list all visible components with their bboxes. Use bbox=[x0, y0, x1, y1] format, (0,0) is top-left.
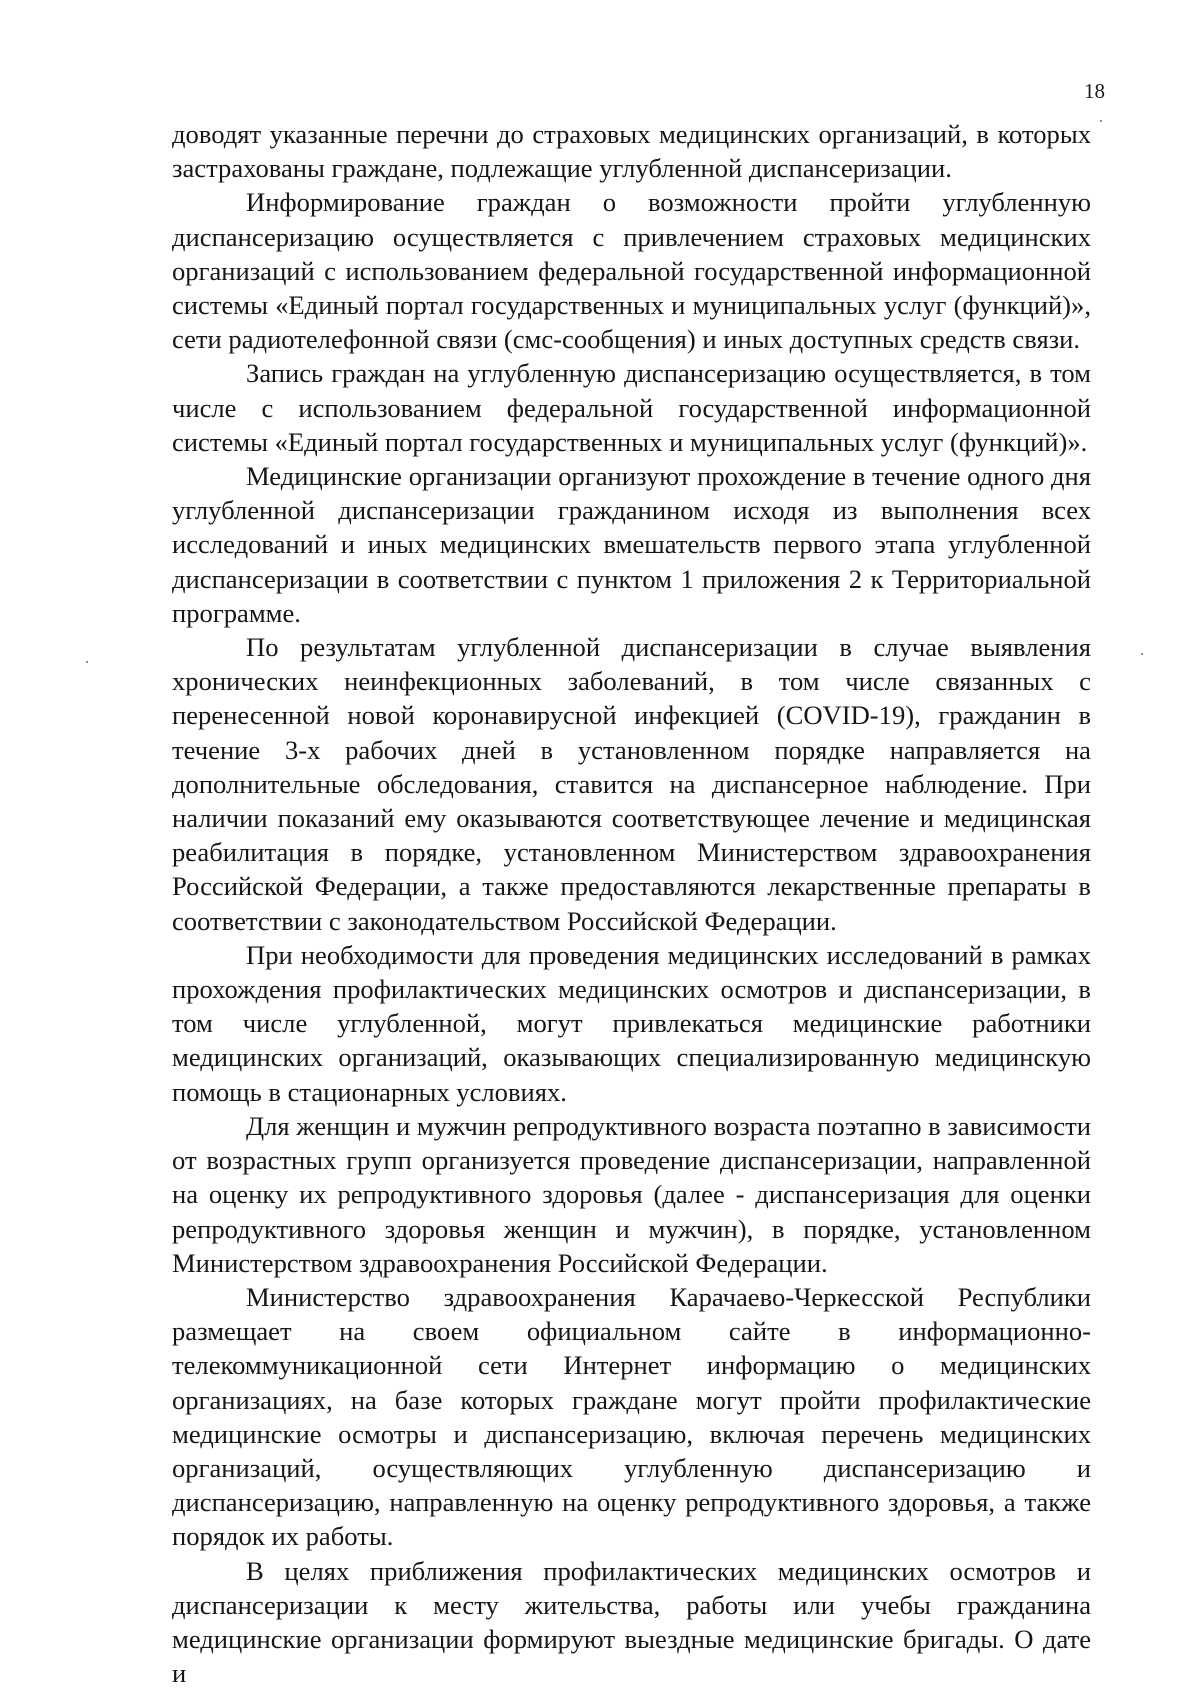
document-body bbox=[172, 117, 1091, 1690]
scan-speck bbox=[86, 661, 88, 663]
paragraph-examination-results: По результатам углубленной диспансеризации в случае выявления хронических неинфекционных заболеваний, в том числе связанных с перенесенной новой коронавирусной инфекцией (COVID-19), гражданин в течение 3-х рабочих дней в установленном порядке направляется на дополнительные обследования, ставится на диспансерное наблюдение. При наличии показаний ему оказываются соответствующее лечение и медицинская реабилитация в порядке, установленном Министерством здравоохранения Российской Федерации, а также предоставляются лекарственные препараты в соответствии с законодательством Российской Федерации. bbox=[172, 632, 1091, 936]
paragraph-one-day-examination: Медицинские организации организуют прохождение в течение одного дня углубленной диспансеризации гражданином исходя из выполнения всех исследований и иных медицинских вмешательств первого этапа углубленной диспансеризации в соответствии с пунктом 1 приложения 2 к Территориальной программе. bbox=[172, 461, 1091, 628]
paragraph-reproductive-health: Для женщин и мужчин репродуктивного возраста поэтапно в зависимости от возрастных групп организуется проведение диспансеризации, направленной на оценку их репродуктивного здоровья (далее - диспансеризация для оценки репродуктивного здоровья женщин и мужчин), в порядке, установленном Министерством здравоохранения Российской Федерации. bbox=[172, 1110, 1091, 1278]
scan-speck bbox=[1100, 120, 1102, 122]
scan-speck bbox=[1141, 653, 1143, 655]
paragraph-continuation: доводят указанные перечни до страховых медицинских организаций, в которых застрахованы граждане, подлежащие углубленной диспансеризации. bbox=[172, 119, 1091, 184]
page-number: 18 bbox=[1084, 79, 1105, 103]
paragraph-mobile-teams: В целях приближения профилактических медицинских осмотров и диспансеризации к месту жительства, работы или учебы гражданина медицинские организации формируют выездные медицинские бригады. О дате и bbox=[172, 1555, 1091, 1689]
paragraph-ministry-website: Министерство здравоохранения Карачаево-Черкесской Республики размещает на своем официальном сайте в информационно-телекоммуникационной сети Интернет информацию о медицинских организациях, на базе которых граждане могут пройти профилактические медицинские осмотры и диспансеризацию, включая перечень медицинских организаций, осуществляющих углубленную диспансеризацию и диспансеризацию, направленную на оценку репродуктивного здоровья, а также порядок их работы. bbox=[172, 1281, 1091, 1552]
paragraph-registration: Запись граждан на углубленную диспансеризацию осуществляется, в том числе с использованием федеральной государственной информационной системы «Единый портал государственных и муниципальных услуг (функций)». bbox=[172, 358, 1091, 457]
paragraph-informing-citizens: Информирование граждан о возможности пройти углубленную диспансеризацию осуществляется с привлечением страховых медицинских организаций с использованием федеральной государственной информационной системы «Единый портал государственных и муниципальных услуг (функций)», сети радиотелефонной связи (смс-сообщения) и иных доступных средств связи. bbox=[172, 187, 1091, 355]
paragraph-specialist-involvement: При необходимости для проведения медицинских исследований в рамках прохождения профилактических медицинских осмотров и диспансеризации, в том числе углубленной, могут привлекаться медицинские работники медицинских организаций, оказывающих специализированную медицинскую помощь в стационарных условиях. bbox=[172, 939, 1091, 1107]
